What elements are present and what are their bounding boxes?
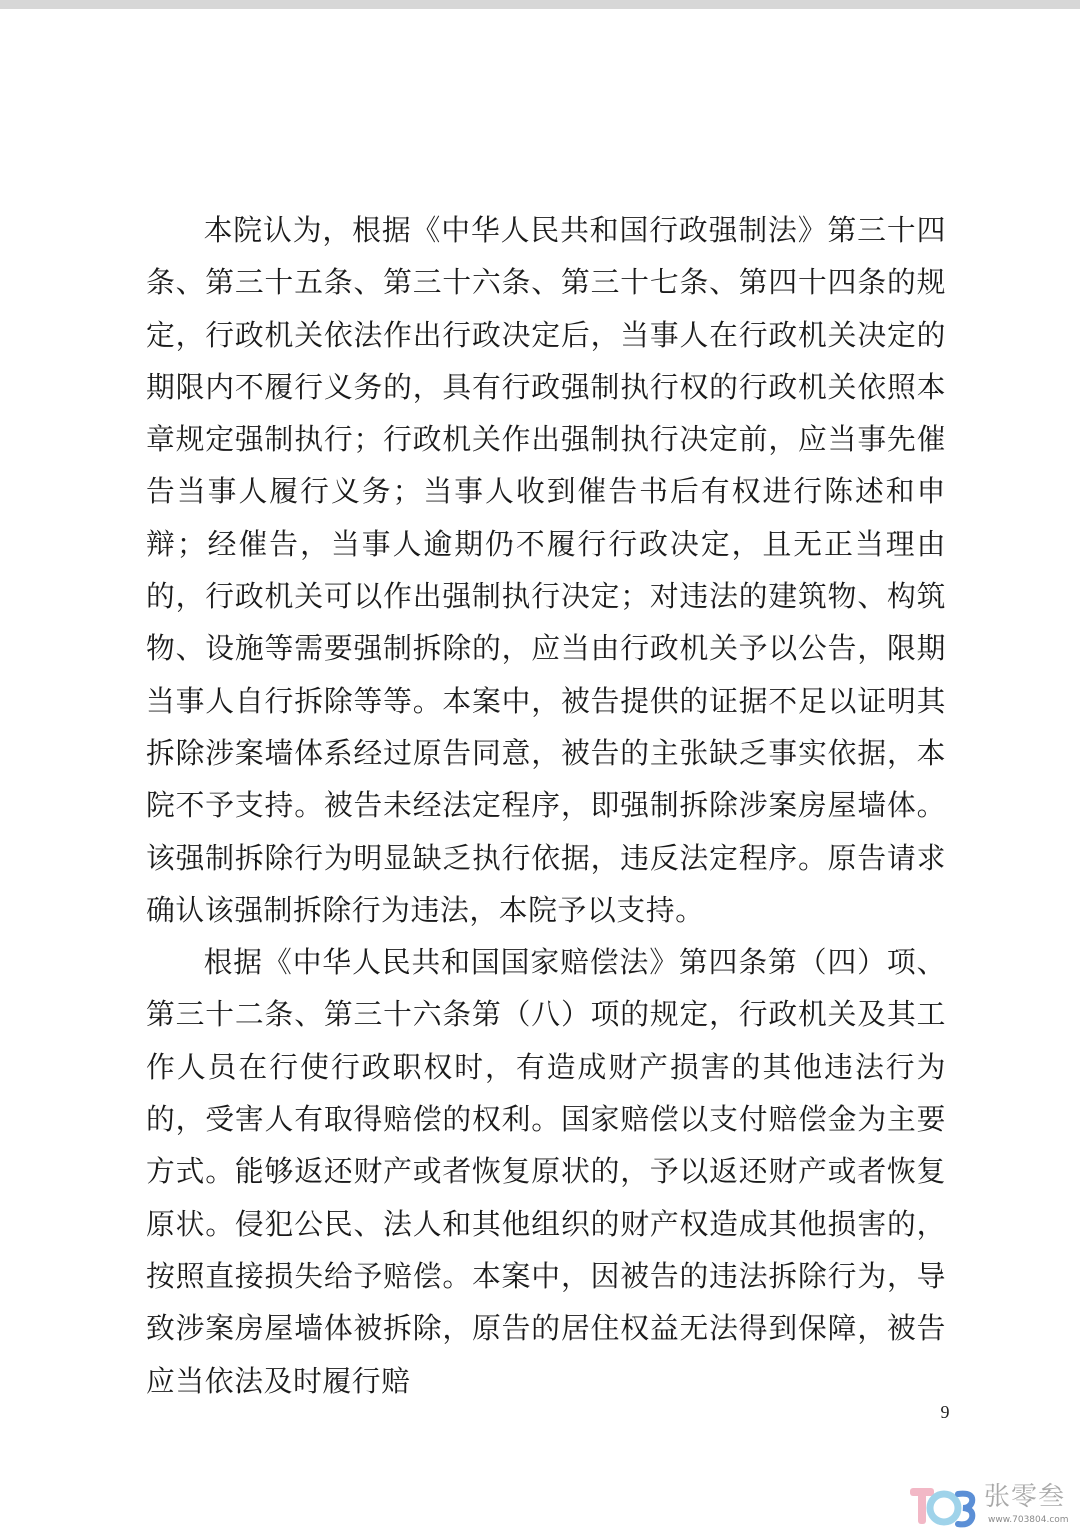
top-border-bar <box>0 0 1080 9</box>
watermark <box>908 1480 1078 1532</box>
document-body <box>146 204 946 1407</box>
paragraph-compensation-law: 根据《中华人民共和国国家赔偿法》第四条第（四）项、第三十二条、第三十六条第（八）项的规定，行政机关及其工作人员在行使行政职权时，有造成财产损害的其他违法行为的，受害人有取得赔偿的权利。国家赔偿以支付赔偿金为主要方式。能够返还财产或者恢复原状的，予以返还财产或者恢复原状。侵犯公民、法人和其他组织的财产权造成其他损害的，按照直接损失给予赔偿。本案中，因被告的违法拆除行为，导致涉案房屋墙体被拆除，原告的居住权益无法得到保障，被告应当依法及时履行赔 <box>146 945 946 1398</box>
paragraph-court-opinion: 本院认为，根据《中华人民共和国行政强制法》第三十四条、第三十五条、第三十六条、第三十七条、第四十四条的规定，行政机关依法作出行政决定后，当事人在行政机关决定的期限内不履行义务的，具有行政强制执行权的行政机关依照本章规定强制执行；行政机关作出强制执行决定前，应当事先催告当事人履行义务；当事人收到催告书后有权进行陈述和申辩；经催告，当事人逾期仍不履行行政决定，且无正当理由的，行政机关可以作出强制执行决定；对违法的建筑物、构筑物、设施等需要强制拆除的，应当由行政机关予以公告，限期当事人自行拆除等等。本案中，被告提供的证据不足以证明其拆除涉案墙体系经过原告同意，被告的主张缺乏事实依据，本院不予支持。被告未经法定程序，即强制拆除涉案房屋墙体。该强制拆除行为明显缺乏执行依据，违反法定程序。原告请求确认该强制拆除行为违法，本院予以支持。 <box>146 213 946 927</box>
watermark-name: 张零叁 <box>984 1482 1066 1512</box>
watermark-url: www.703804.com <box>988 1515 1069 1525</box>
t03-logo-icon <box>908 1482 980 1530</box>
page-number: 9 <box>940 1402 950 1422</box>
